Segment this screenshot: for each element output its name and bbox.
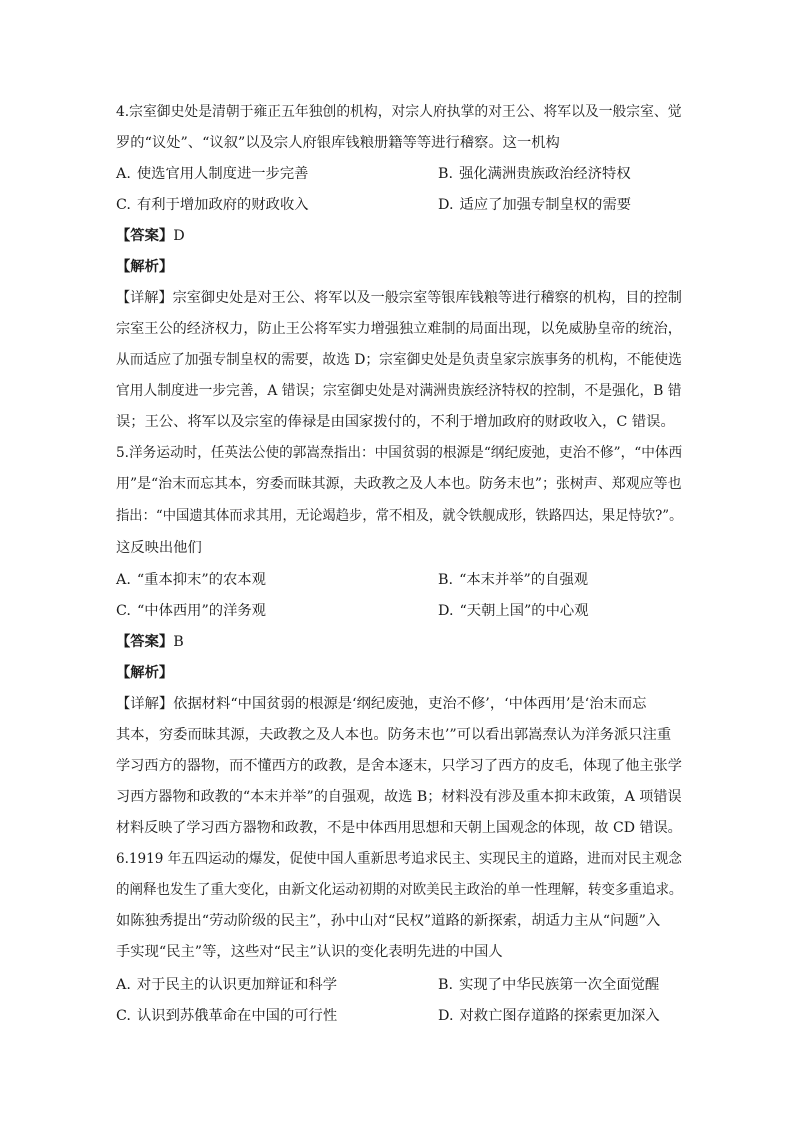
- q4-stem-line-2: 罗的“议处”、“议叙”以及宗人府银库钱粮册籍等等进行稽察。这一机构: [116, 135, 560, 151]
- q5-detail-line-2: 其本，穷委而昧其源，夫政教之及人本也。防务末也’”可以看出郭嵩焘认为洋务派只注重: [116, 727, 672, 743]
- q4-option-d-text: 适应了加强专制皇权的需要: [459, 197, 632, 213]
- q4-option-b-letter: B.: [438, 166, 454, 182]
- q4-detail-line-5: 误；王公、将军以及宗室的俸禄是由国家拨付的，不利于增加政府的财政收入，C 错误。: [116, 414, 675, 430]
- q5-stem-line-3: 指出：“中国遗其体而求其用，无论竭趋步，常不相及，就令铁舰成形，铁路四达，果足恃欤?”。: [116, 508, 683, 524]
- q4-option-a-letter: A.: [116, 166, 131, 182]
- q6-option-d-text: 对救亡图存道路的探索更加深入: [459, 1008, 660, 1024]
- q5-option-a-letter: A.: [116, 572, 131, 588]
- q4-detail-line-3: 从而适应了加强专制皇权的需要，故选 D；宗室御史处是负责皇家宗族事务的机构，不能使选: [116, 352, 682, 368]
- q5-answer-label: 【答案】: [116, 634, 174, 650]
- q5-option-d: [438, 601, 589, 621]
- q5-analysis-heading: 【解析】: [116, 665, 174, 681]
- q6-option-b-letter: B.: [438, 977, 454, 993]
- q5-detail-line-3: 学习西方的器物，而不懂西方的政教，是舍本逐末，只学习了西方的皮毛，体现了他主张学: [116, 758, 682, 774]
- q4-option-b: [438, 164, 631, 184]
- q4-answer-value: D: [173, 228, 185, 244]
- q6-option-c: [116, 1006, 337, 1026]
- q4-option-c-letter: C.: [116, 197, 131, 213]
- q5-option-b-text: “本末并举”的自强观: [459, 572, 589, 588]
- q4-analysis-heading: 【解析】: [116, 259, 174, 275]
- q4-option-a-text: 使选官用人制度进一步完善: [136, 166, 309, 182]
- q6-stem-line-1: 6.1919 年五四运动的爆发，促使中国人重新思考追求民主、实现民主的道路，进而对民主观念: [116, 851, 682, 867]
- q5-stem-line-4: 这反映出他们: [116, 540, 202, 556]
- q5-stem-line-1: 5.洋务运动时，任英法公使的郭嵩焘指出：中国贫弱的根源是“纲纪废弛，吏治不修”，“中体西: [116, 445, 683, 461]
- q4-answer-label: 【答案】: [116, 228, 174, 244]
- q6-option-a-text: 对于民主的认识更加辩证和科学: [136, 977, 338, 993]
- q5-answer-value: B: [173, 634, 184, 650]
- q4-option-b-text: 强化满洲贵族政治经济特权: [459, 166, 631, 182]
- q6-stem-line-4: 手实现“民主”等，这些对“民主”认识的变化表明先进的中国人: [116, 944, 503, 960]
- q5-detail-line-5: 材料反映了学习西方器物和政教，不是中体西用思想和天朝上国观念的体现，故 CD 错误。: [116, 820, 682, 836]
- q5-detail-line-4: 习西方器物和政教的“本末并举”的自强观，故选 B；材料没有涉及重本抑末政策，A 项错误: [116, 789, 682, 805]
- q4-detail-line-2: 宗室王公的经济权力，防止王公将军实力增强独立难制的局面出现，以免威胁皇帝的统治，: [116, 321, 682, 337]
- q5-option-a: [116, 570, 266, 590]
- q4-detail-line-1: 【详解】宗室御史处是对王公、将军以及一般宗室等银库钱粮等进行稽察的机构，目的控制: [116, 290, 682, 306]
- q6-option-c-letter: C.: [116, 1008, 131, 1024]
- q5-option-b: [438, 570, 588, 590]
- q6-option-b-text: 实现了中华民族第一次全面觉醒: [459, 977, 660, 993]
- q6-option-a-letter: A.: [116, 977, 131, 993]
- q5-option-d-letter: D.: [438, 603, 454, 619]
- q4-option-c: [116, 195, 309, 215]
- q4-analysis-label: [116, 257, 173, 277]
- q6-stem-line-2: 的阐释也发生了重大变化，由新文化运动初期的对欧美民主政治的单一性理解，转变多重追求。: [116, 882, 683, 898]
- q5-stem-line-2: 用”是“治末而忘其本，穷委而昧其源，夫政教之及人本也。防务末也”；张树声、郑观应等也: [116, 476, 682, 492]
- q4-stem-line-1: 4.宗室御史处是清朝于雍正五年独创的机构，对宗人府执掌的对王公、将军以及一般宗室、觉: [116, 104, 682, 120]
- q6-option-d: [438, 1006, 660, 1026]
- q5-detail-line-1: 【详解】依据材料“中国贫弱的根源是‘纲纪废弛，吏治不修’，‘中体西用’是‘治末而忘: [116, 696, 647, 712]
- q5-option-d-text: “天朝上国”的中心观: [459, 603, 589, 619]
- q4-detail-line-4: 官用人制度进一步完善，A 错误；宗室御史处是对满洲贵族经济特权的控制，不是强化，B 错: [116, 383, 682, 399]
- q4-answer: [116, 226, 185, 246]
- q4-option-d: [438, 195, 631, 215]
- q5-option-a-text: “重本抑末”的农本观: [136, 572, 266, 588]
- q6-stem-line-3: 如陈独秀提出“劳动阶级的民主”，孙中山对“民权”道路的新探索，胡适力主从“问题”入: [116, 913, 661, 929]
- q5-answer: [116, 632, 184, 652]
- q5-option-c: [116, 601, 266, 621]
- q5-option-c-letter: C.: [116, 603, 131, 619]
- q6-option-b: [438, 975, 659, 995]
- q4-option-a: [116, 164, 308, 184]
- q4-option-c-text: 有利于增加政府的财政收入: [136, 197, 309, 213]
- q5-option-b-letter: B.: [438, 572, 454, 588]
- q6-option-a: [116, 975, 337, 995]
- q5-analysis-label: [116, 663, 173, 683]
- q6-option-c-text: 认识到苏俄革命在中国的可行性: [136, 1008, 338, 1024]
- q6-option-d-letter: D.: [438, 1008, 454, 1024]
- q5-option-c-text: “中体西用”的洋务观: [136, 603, 266, 619]
- q4-option-d-letter: D.: [438, 197, 454, 213]
